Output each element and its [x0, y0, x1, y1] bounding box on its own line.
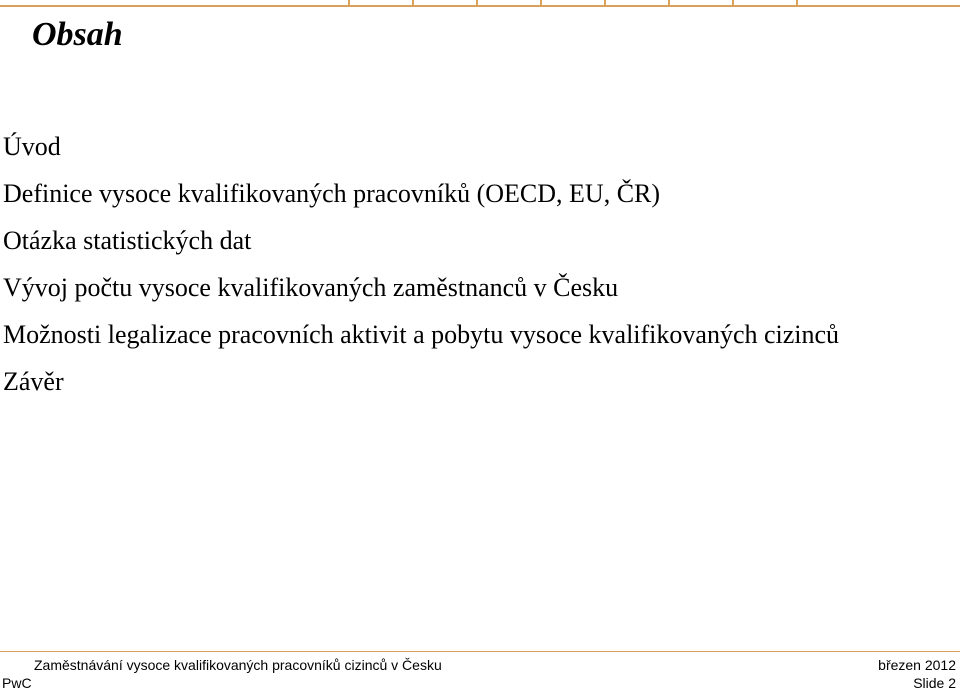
- header-accent-tick: [732, 0, 734, 5]
- footer-rule: [0, 651, 960, 652]
- header-accent-rule: [0, 5, 960, 7]
- agenda-item-zaver: Závěr: [3, 367, 64, 396]
- footer-presentation-title: Zaměstnávání vysoce kvalifikovaných pracovníků cizinců v Česku: [34, 657, 442, 673]
- agenda-item-definice: Definice vysoce kvalifikovaných pracovníků (OECD, EU, ČR): [3, 179, 661, 208]
- header-accent-tick: [412, 0, 414, 5]
- header-accent-tick: [540, 0, 542, 5]
- company-name: PwC: [2, 675, 32, 691]
- slide-number: Slide 2: [913, 675, 956, 691]
- agenda-item-vyvoj: Vývoj počtu vysoce kvalifikovaných zaměstnanců v Česku: [3, 273, 619, 302]
- slide-title: Obsah: [32, 16, 123, 53]
- agenda-list: [3, 132, 943, 414]
- agenda-item-uvod: Úvod: [3, 132, 61, 161]
- header-accent-tick: [796, 0, 798, 5]
- header-accent-tick: [668, 0, 670, 5]
- agenda-item-statistiky: Otázka statistických dat: [3, 226, 252, 255]
- agenda-item-legalizace: Možnosti legalizace pracovních aktivit a pobytu vysoce kvalifikovaných cizinců: [3, 320, 840, 349]
- header-accent-tick: [476, 0, 478, 5]
- footer-date: březen 2012: [878, 657, 956, 673]
- header-accent-tick: [348, 0, 350, 5]
- header-accent-tick: [604, 0, 606, 5]
